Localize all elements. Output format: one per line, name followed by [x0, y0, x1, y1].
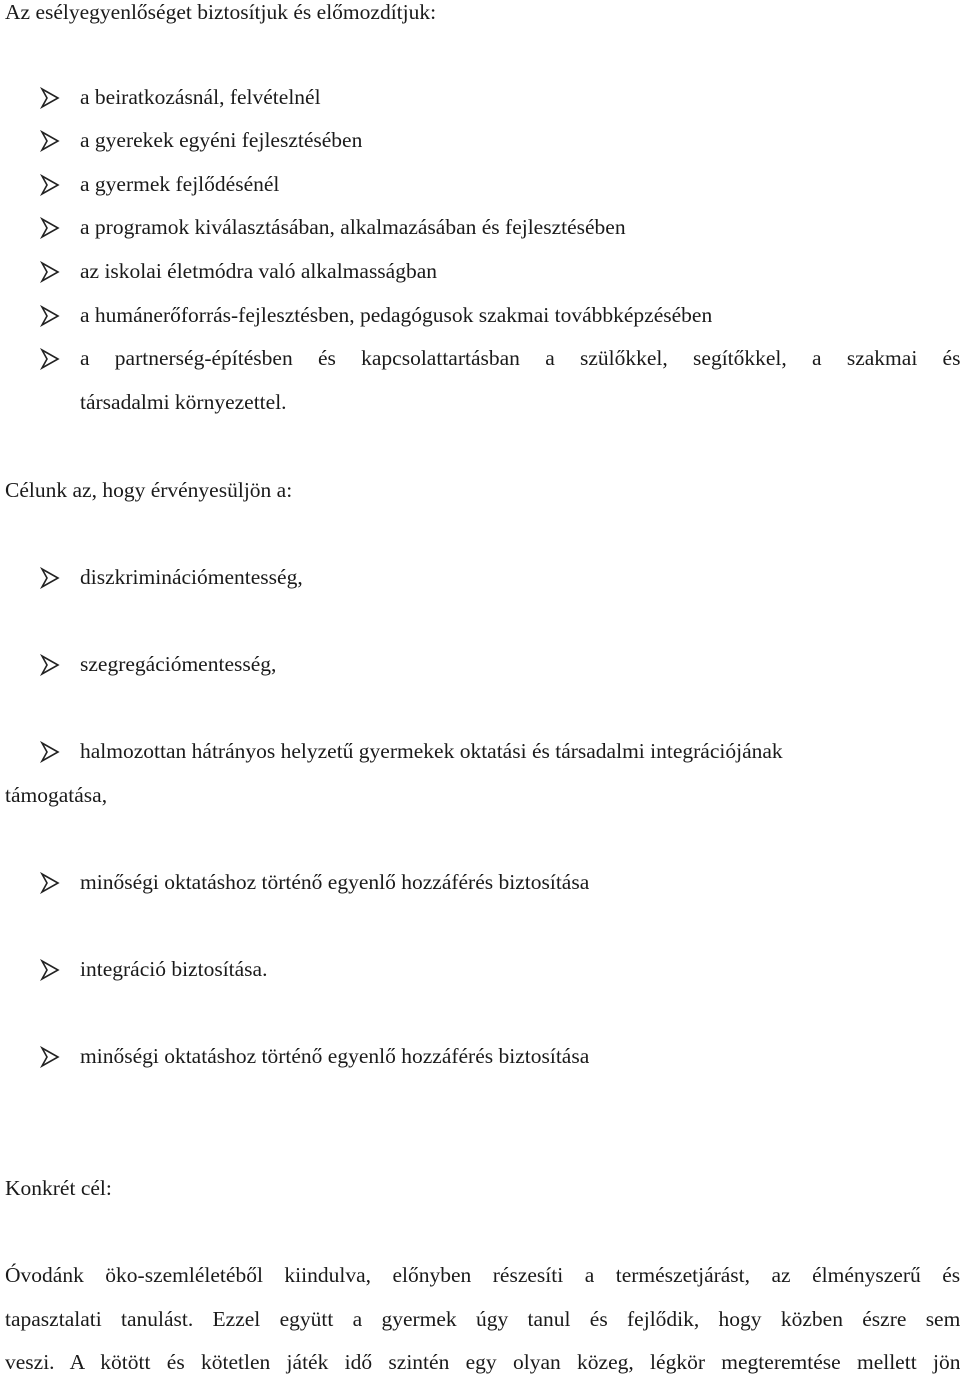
list-item-text: a humánerőforrás-fejlesztésben, pedagógusok szakmai továbbképzésében: [80, 303, 713, 327]
arrowhead-bullet-icon: [40, 305, 60, 327]
arrowhead-bullet-icon: [40, 348, 60, 370]
arrowhead-bullet-icon: [40, 87, 60, 109]
arrowhead-bullet-icon: [40, 1046, 60, 1068]
arrowhead-bullet-icon: [40, 872, 60, 894]
list-item-text: az iskolai életmódra való alkalmasságban: [80, 259, 438, 283]
paragraph-line: Óvodánk öko-szemléletéből kiindulva, előnyben részesíti a természetjárást, az élményszerű és: [5, 1263, 960, 1287]
section-heading-celunk: Célunk az, hogy érvényesüljön a:: [5, 478, 293, 502]
list-item-text: a beiratkozásnál, felvételnél: [80, 85, 321, 109]
list-item-text: halmozottan hátrányos helyzetű gyermekek oktatási és társadalmi integrációjának: [80, 739, 783, 763]
arrowhead-bullet-icon: [40, 567, 60, 589]
list-item-text: minőségi oktatáshoz történő egyenlő hozzáférés biztosítása: [80, 1044, 590, 1068]
section-heading-konkret: Konkrét cél:: [5, 1176, 112, 1200]
paragraph-line: tapasztalati tanulást. Ezzel együtt a gyermek úgy tanul és fejlődik, hogy közben észre sem: [5, 1307, 960, 1331]
list-item-text: minőségi oktatáshoz történő egyenlő hozzáférés biztosítása: [80, 870, 590, 894]
list-item-continuation: támogatása,: [5, 783, 108, 807]
arrowhead-bullet-icon: [40, 654, 60, 676]
list-item-text: integráció biztosítása.: [80, 957, 268, 981]
arrowhead-bullet-icon: [40, 174, 60, 196]
list-item-text: a partnerség-építésben és kapcsolattartásban a szülőkkel, segítőkkel, a szakmai és: [80, 346, 960, 370]
section-heading-esely: Az esélyegyenlőséget biztosítjuk és előmozdítjuk:: [5, 0, 437, 24]
arrowhead-bullet-icon: [40, 261, 60, 283]
list-item-text: a programok kiválasztásában, alkalmazásában és fejlesztésében: [80, 215, 626, 239]
arrowhead-bullet-icon: [40, 959, 60, 981]
arrowhead-bullet-icon: [40, 741, 60, 763]
list-item-text: diszkriminációmentesség,: [80, 565, 303, 589]
arrowhead-bullet-icon: [40, 217, 60, 239]
list-item-continuation: társadalmi környezettel.: [80, 390, 287, 414]
arrowhead-bullet-icon: [40, 130, 60, 152]
list-item-text: a gyermek fejlődésénél: [80, 172, 280, 196]
list-item-text: a gyerekek egyéni fejlesztésében: [80, 128, 363, 152]
paragraph-line: veszi. A kötött és kötetlen játék idő szintén egy olyan közeg, légkör megteremtése mellett jön: [5, 1350, 960, 1374]
list-item-text: szegregációmentesség,: [80, 652, 277, 676]
